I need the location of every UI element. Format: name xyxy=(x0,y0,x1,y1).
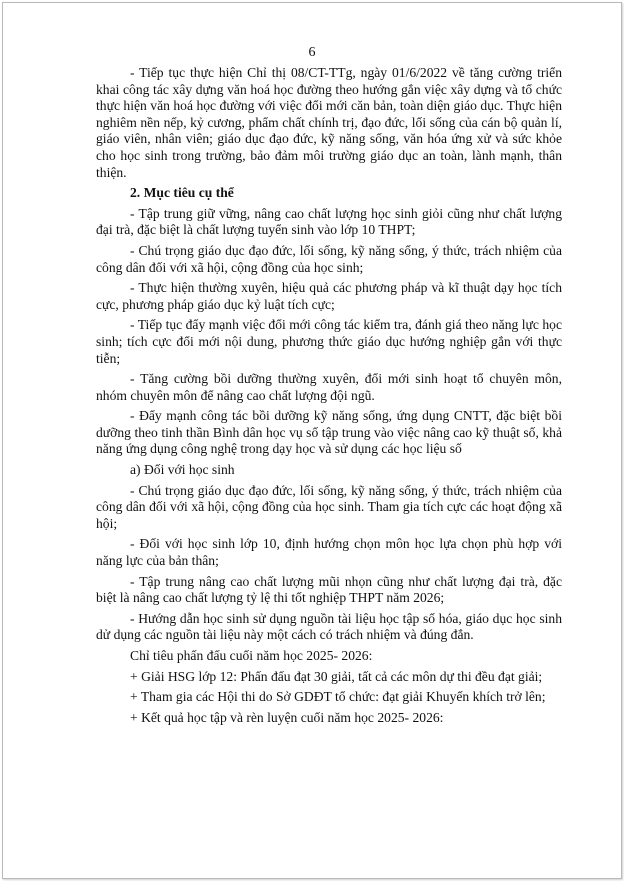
paragraph: + Giải HSG lớp 12: Phấn đấu đạt 30 giải, tất cả các môn dự thi đều đạt giải; xyxy=(130,668,543,684)
paragraph: + Tham gia các Hội thi do Sở GDĐT tổ chức: đạt giải Khuyến khích trở lên; xyxy=(130,689,546,705)
paragraph: + Kết quả học tập và rèn luyện cuối năm học 2025- 2026: xyxy=(130,709,444,725)
paragraph: - Thực hiện thường xuyên, hiệu quả các phương pháp và kĩ thuật dạy học tích cực, phương pháp giáo dục kỷ luật tích cực; xyxy=(96,280,562,312)
paragraph: Chỉ tiêu phấn đấu cuối năm học 2025- 2026: xyxy=(130,648,373,663)
paragraph: - Tiếp tục thực hiện Chỉ thị 08/CT-TTg, ngày 01/6/2022 về tăng cường triển khai công tác xây dựng văn hoá học đường theo hướng gắn việc xây dựng và tổ chức thực hiện văn hoá học đường với việc đổi mới căn bản, toàn diện giáo dục. Thực hiện nghiêm nền nếp, kỷ cương, phẩm chất chính trị, đạo đức, lối sống của cán bộ quản lí, giáo viên, nhân viên; giáo dục đạo đức, kỹ năng sống, văn hóa ứng xử và sức khỏe cho học sinh trong trường, bảo đảm môi trường giáo dục an toàn, lành mạnh, thân thiện. xyxy=(96,65,562,180)
document-page xyxy=(2,2,622,879)
paragraph: - Chú trọng giáo dục đạo đức, lối sống, kỹ năng sống, ý thức, trách nhiệm của công dân đối với xã hội, cộng đồng của học sinh. Tham gia tích cực các hoạt động xã hội; xyxy=(96,482,562,531)
paragraph: - Tăng cường bồi dưỡng thường xuyên, đổi mới sinh hoạt tổ chuyên môn, nhóm chuyên môn để nâng cao chất lượng đội ngũ. xyxy=(96,371,562,403)
paragraph: - Đẩy mạnh công tác bồi dưỡng kỹ năng sống, ứng dụng CNTT, đặc biệt bồi dưỡng theo tinh thần Bình dân học vụ số tập trung vào việc nâng cao kỹ thuật số, khả năng ứng dụng công nghệ trong dạy học và sử dụng các học liệu số xyxy=(96,408,562,457)
subsection-heading: a) Đối với học sinh xyxy=(130,462,235,478)
paragraph: - Đối với học sinh lớp 10, định hướng chọn môn học lựa chọn phù hợp với năng lực của bản thân; xyxy=(96,536,562,569)
document-body xyxy=(96,65,562,730)
paragraph: - Hướng dẫn học sinh sử dụng nguồn tài liệu học tập số hóa, giáo dục học sinh dử dụng các nguồn tài liệu này một cách có trách nhiệm và đúng đắn. xyxy=(96,610,562,643)
paragraph: - Tập trung nâng cao chất lượng mũi nhọn cũng như chất lượng đại trà, đặc biệt là nâng cao chất lượng tỷ lệ thi tốt nghiệp THPT năm 2026; xyxy=(96,573,562,606)
paragraph: - Tiếp tục đẩy mạnh việc đổi mới công tác kiểm tra, đánh giá theo năng lực học sinh; tích cực đổi mới nội dung, phương thức giáo dục hướng nghiệp gắn với thực tiễn; xyxy=(96,317,562,366)
section-heading: 2. Mục tiêu cụ thể xyxy=(130,185,234,201)
paragraph: - Tập trung giữ vững, nâng cao chất lượng học sinh giỏi cũng như chất lượng đại trà, đặc biệt là chất lượng tuyển sinh vào lớp 10 THPT; xyxy=(96,205,562,238)
page-number: 6 xyxy=(308,45,316,60)
paragraph: - Chú trọng giáo dục đạo đức, lối sống, kỹ năng sống, ý thức, trách nhiệm của công dân đối với xã hội, cộng đồng của học sinh; xyxy=(96,242,562,275)
